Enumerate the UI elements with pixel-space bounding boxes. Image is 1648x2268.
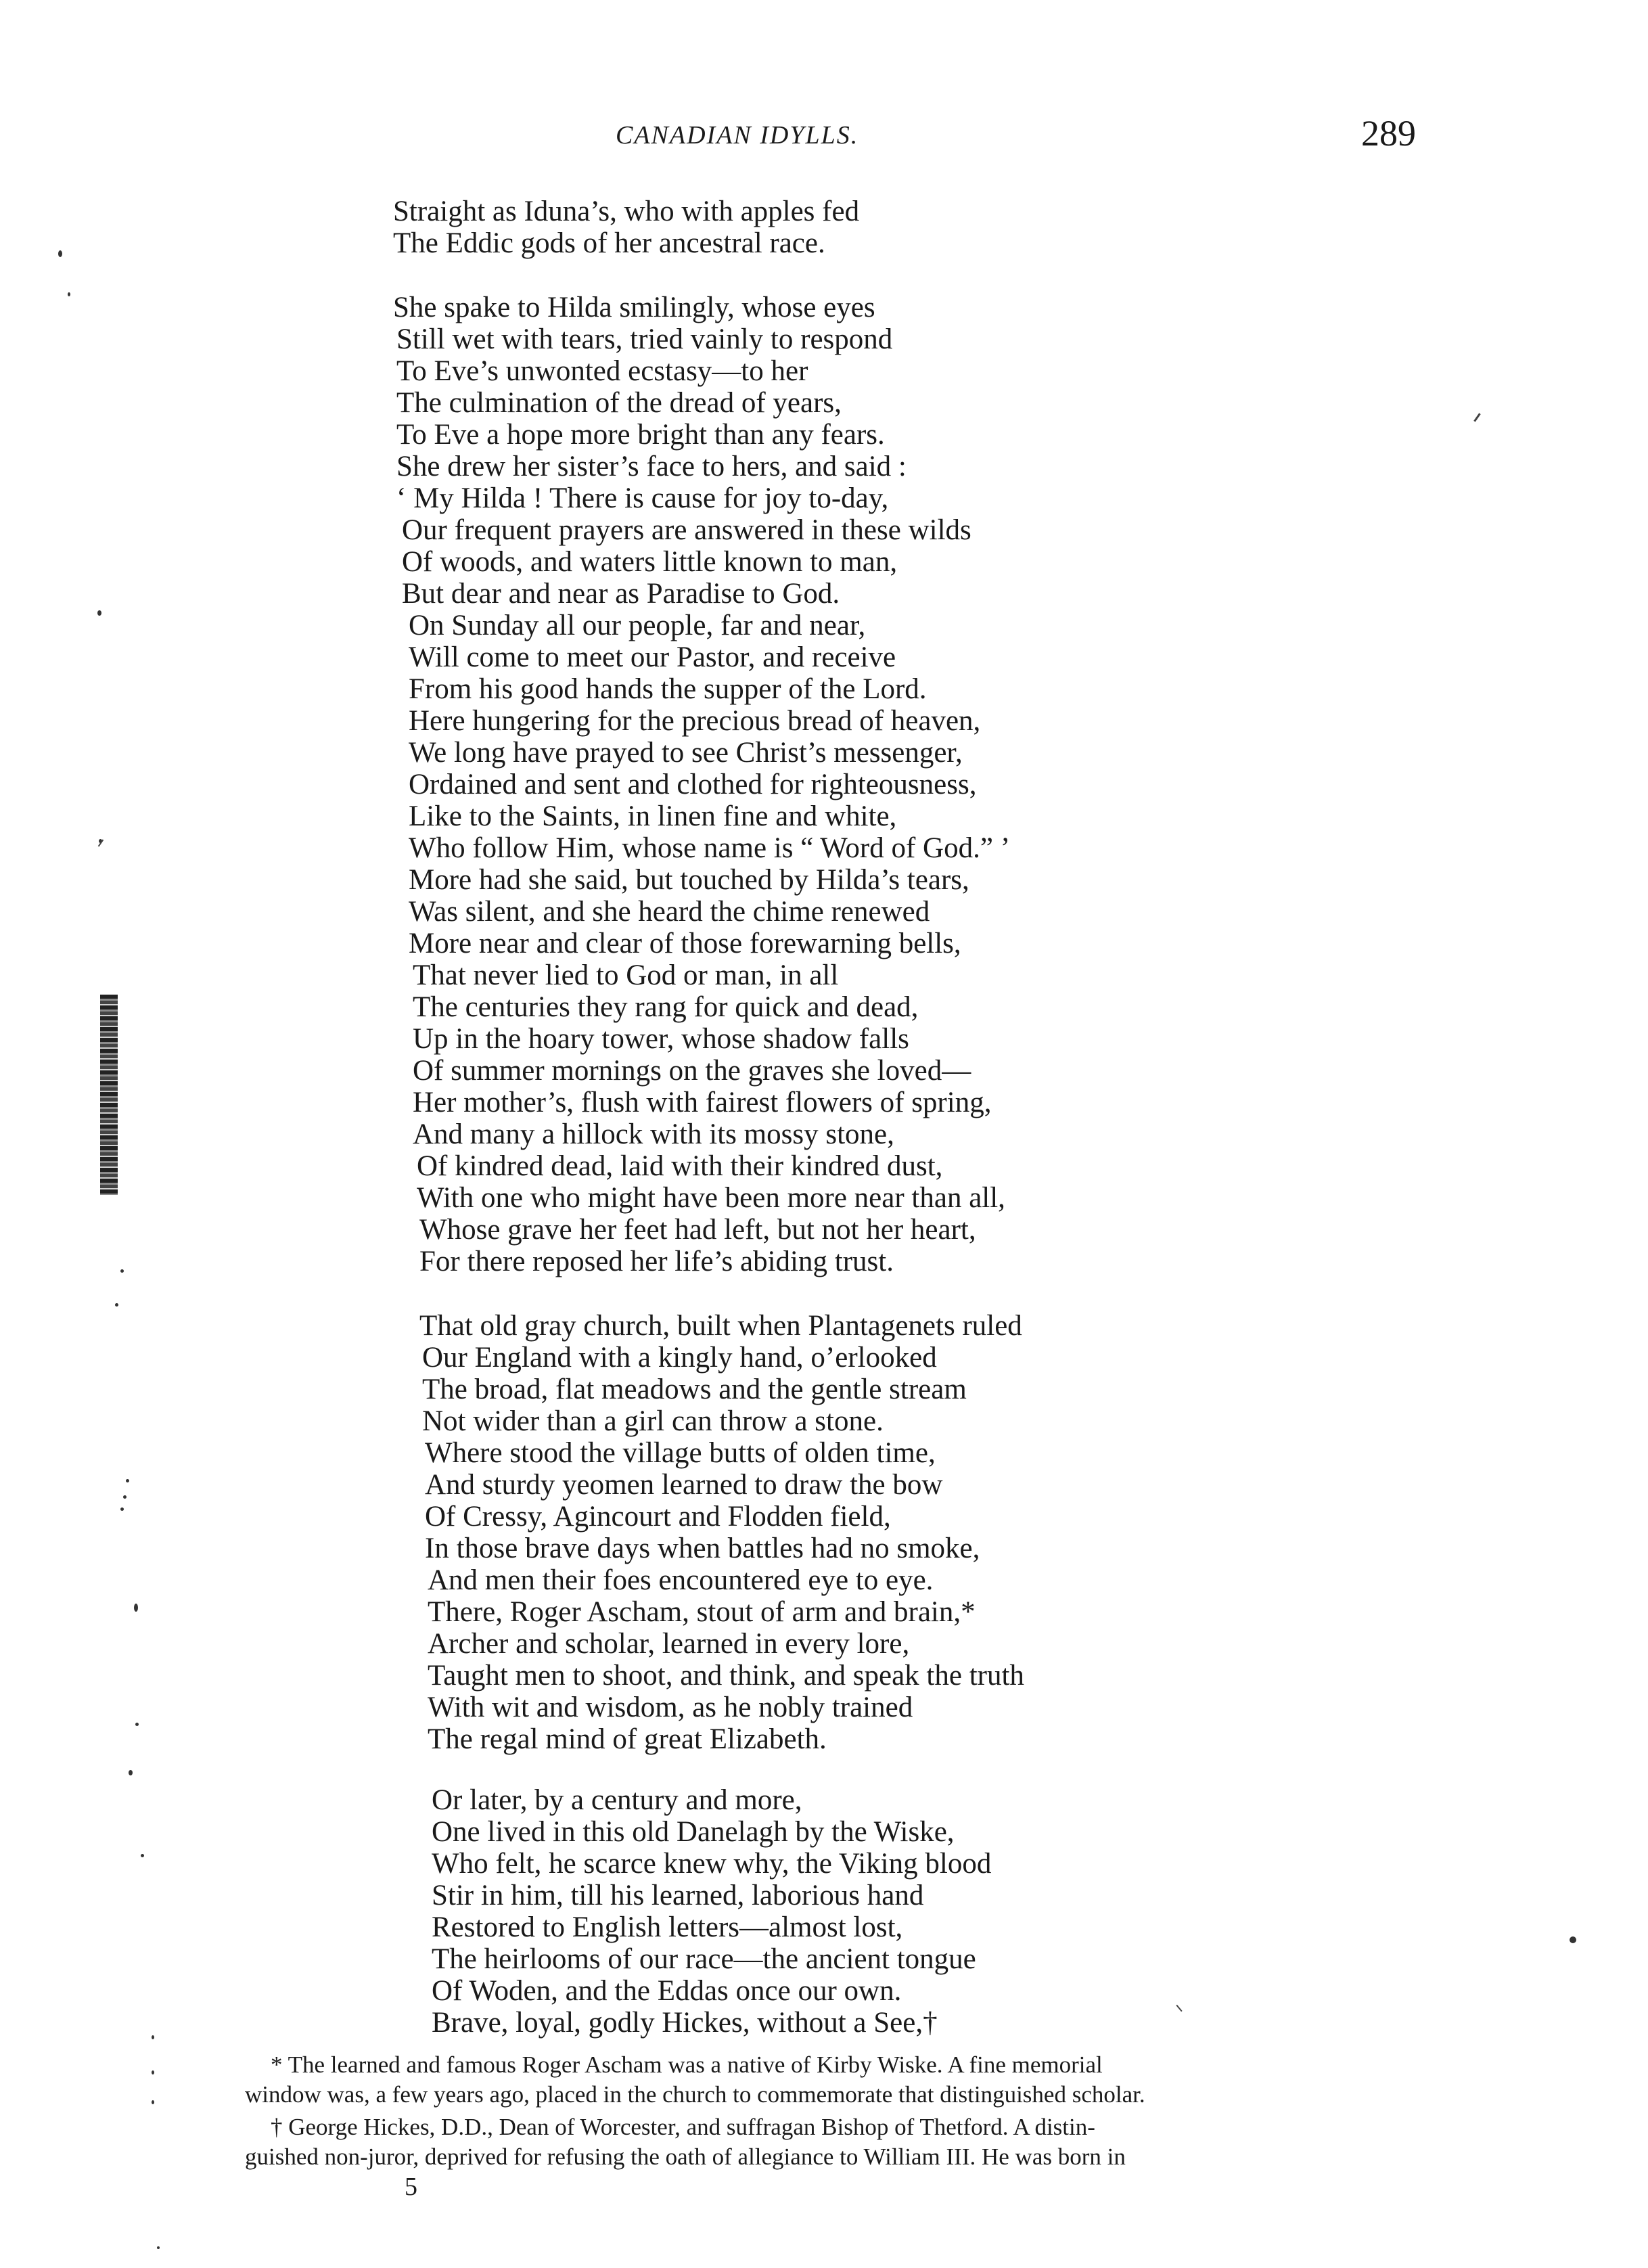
verse-line: Straight as Iduna’s, who with apples fed <box>393 196 860 227</box>
margin-scan-bar <box>100 995 118 1195</box>
verse-line: The broad, flat meadows and the gentle stream <box>422 1374 967 1405</box>
verse-line: Whose grave her feet had left, but not her heart, <box>419 1214 976 1246</box>
verse-line: The culmination of the dread of years, <box>396 387 842 419</box>
verse-line: The heirlooms of our race—the ancient tongue <box>432 1943 976 1975</box>
verse-line: And many a hillock with its mossy stone, <box>413 1118 894 1150</box>
verse-line: The centuries they rang for quick and dead, <box>413 991 919 1023</box>
margin-dot <box>141 1854 144 1857</box>
verse-line: There, Roger Ascham, stout of arm and brain,* <box>428 1596 976 1628</box>
verse-line: On Sunday all our people, far and near, <box>409 610 866 641</box>
margin-dot <box>123 1495 127 1499</box>
verse-line: With one who might have been more near than all, <box>417 1182 1005 1214</box>
verse-line: Of woods, and waters little known to man, <box>402 546 898 578</box>
verse-line: Or later, by a century and more, <box>432 1784 802 1816</box>
signature-mark: 5 <box>405 2173 417 2201</box>
verse-line: Taught men to shoot, and think, and speak the truth <box>428 1660 1024 1692</box>
verse-line: That never lied to God or man, in all <box>413 959 839 991</box>
verse-line: We long have prayed to see Christ’s messenger, <box>409 737 963 769</box>
margin-dot <box>115 1303 118 1307</box>
footnote-line: guished non-juror, deprived for refusing the oath of allegiance to William III. He was born in <box>245 2144 1126 2170</box>
verse-line: More had she said, but touched by Hilda’s tears, <box>409 864 969 896</box>
verse-line: Who felt, he scarce knew why, the Viking blood <box>432 1848 992 1880</box>
verse-line: Of summer mornings on the graves she loved— <box>413 1055 971 1087</box>
verse-line: From his good hands the supper of the Lord. <box>409 673 927 705</box>
margin-dot <box>1570 1936 1576 1943</box>
verse-line: For there reposed her life’s abiding trust. <box>419 1246 894 1277</box>
verse-line: Up in the hoary tower, whose shadow falls <box>413 1023 909 1055</box>
verse-line: And men their foes encountered eye to eye. <box>428 1564 934 1596</box>
verse-line: She spake to Hilda smilingly, whose eyes <box>393 292 875 323</box>
verse-line: Of Cressy, Agincourt and Flodden field, <box>425 1501 891 1533</box>
verse-line: Here hungering for the precious bread of heaven, <box>409 705 981 737</box>
verse-line: With wit and wisdom, as he nobly trained <box>428 1692 913 1723</box>
verse-line: Like to the Saints, in linen fine and white, <box>409 800 897 832</box>
verse-line: More near and clear of those forewarning bells, <box>409 928 961 959</box>
verse-line: And sturdy yeomen learned to draw the bow <box>425 1469 943 1501</box>
margin-dot <box>120 1507 124 1511</box>
margin-tick <box>1473 413 1480 422</box>
verse-line: To Eve a hope more bright than any fears. <box>396 419 885 451</box>
page-number: 289 <box>1361 113 1416 154</box>
verse-line: Stir in him, till his learned, laborious hand <box>432 1880 924 1911</box>
verse-line: Our frequent prayers are answered in these wilds <box>402 514 971 546</box>
margin-dot <box>126 1479 129 1482</box>
verse-line: To Eve’s unwonted ecstasy—to her <box>396 355 808 387</box>
verse-line: Archer and scholar, learned in every lore, <box>428 1628 910 1660</box>
verse-line: Will come to meet our Pastor, and receive <box>409 641 896 673</box>
verse-line: Of Woden, and the Eddas once our own. <box>432 1975 902 2007</box>
verse-line: Ordained and sent and clothed for righteousness, <box>409 769 977 800</box>
verse-line: She drew her sister’s face to hers, and said : <box>396 451 907 482</box>
verse-line: Of kindred dead, laid with their kindred dust, <box>417 1150 943 1182</box>
margin-dot <box>120 1269 124 1273</box>
verse-line: Who follow Him, whose name is “ Word of God.” ’ <box>409 832 1011 864</box>
margin-dot <box>152 2035 154 2039</box>
margin-dot <box>152 2070 154 2074</box>
verse-line: That old gray church, built when Plantagenets ruled <box>419 1310 1022 1342</box>
running-head: CANADIAN IDYLLS. <box>616 121 859 150</box>
verse-line: One lived in this old Danelagh by the Wiske, <box>432 1816 955 1848</box>
verse-line: Not wider than a girl can throw a stone. <box>422 1405 884 1437</box>
margin-dot <box>97 610 101 616</box>
margin-dot <box>152 2100 154 2104</box>
margin-dot <box>135 1723 139 1726</box>
verse-line: Our England with a kingly hand, o’erlooked <box>422 1342 937 1374</box>
verse-line: Restored to English letters—almost lost, <box>432 1911 903 1943</box>
footnote-line: * The learned and famous Roger Ascham was a native of Kirby Wiske. A fine memorial <box>271 2051 1103 2078</box>
footnote-line: † George Hickes, D.D., Dean of Worcester, and suffragan Bishop of Thetford. A distin- <box>271 2114 1095 2140</box>
margin-tick <box>1176 2005 1182 2012</box>
margin-dot <box>134 1604 138 1612</box>
verse-line: Brave, loyal, godly Hickes, without a See,† <box>432 2007 938 2039</box>
margin-dot <box>68 292 70 296</box>
margin-dot <box>58 250 62 257</box>
verse-line: The Eddic gods of her ancestral race. <box>393 227 825 259</box>
margin-dot <box>157 2246 160 2249</box>
verse-line: The regal mind of great Elizabeth. <box>428 1723 827 1755</box>
verse-line: Where stood the village butts of olden time, <box>425 1437 936 1469</box>
verse-line: Her mother’s, flush with fairest flowers of spring, <box>413 1087 992 1118</box>
verse-line: Was silent, and she heard the chime renewed <box>409 896 930 928</box>
margin-dot <box>129 1770 133 1775</box>
verse-line: But dear and near as Paradise to God. <box>402 578 840 610</box>
footnote-line: window was, a few years ago, placed in the church to commemorate that distinguished scholar. <box>245 2081 1145 2108</box>
verse-line: In those brave days when battles had no smoke, <box>425 1533 980 1564</box>
verse-line: Still wet with tears, tried vainly to respond <box>396 323 893 355</box>
verse-line: ‘ My Hilda ! There is cause for joy to-day, <box>396 482 889 514</box>
